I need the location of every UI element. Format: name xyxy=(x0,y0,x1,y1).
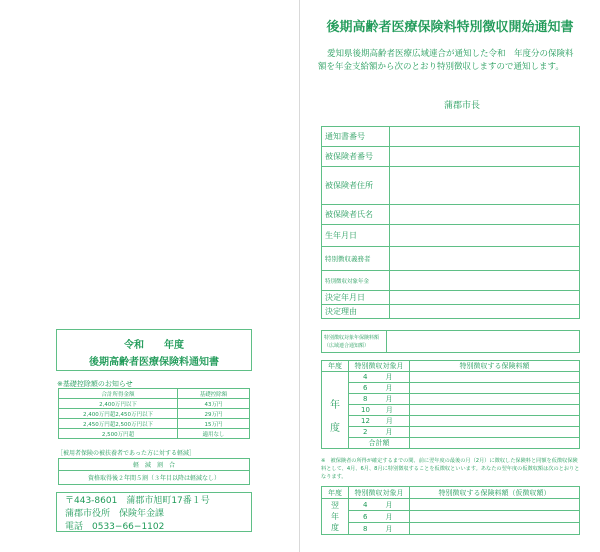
schedule-table xyxy=(321,360,580,449)
deduction-income-cell: 2,450万円超2,500万円以下 xyxy=(59,419,178,429)
schedule-total-value xyxy=(410,438,580,449)
field-value-birthdate xyxy=(390,225,580,247)
month-number: 4 xyxy=(363,500,368,509)
month-number: 4 xyxy=(363,373,368,381)
month-suffix: 月 xyxy=(385,384,393,392)
field-value-withholding-agent xyxy=(390,247,580,271)
month-suffix: 月 xyxy=(385,373,393,381)
reduction-table xyxy=(58,458,250,485)
schedule-amount-cell xyxy=(410,383,580,394)
month-number: 6 xyxy=(363,384,368,392)
notice-intro: 愛知県後期高齢者医療広域連合が通知した令和 年度分の保険料額を年金支給額から次のとおり特別徴収しますので通知します。 xyxy=(318,49,574,72)
field-label-address: 被保険者住所 xyxy=(322,167,390,205)
next-year-header-amount: 特別徴収する保険料額（仮徴収額） xyxy=(410,487,580,499)
next-year-year-cell xyxy=(322,499,349,535)
schedule-amount-cell xyxy=(410,405,580,416)
field-value-decision-reason xyxy=(390,305,580,319)
month-suffix: 月 xyxy=(385,524,393,533)
schedule-header-amount: 特別徴収する保険料額 xyxy=(410,361,580,372)
schedule-month-cell xyxy=(349,416,410,427)
address-line-phone: 電話 0533−66−1102 xyxy=(65,522,165,532)
deduction-table xyxy=(58,388,250,439)
schedule-amount-cell xyxy=(410,372,580,383)
field-value-name xyxy=(390,205,580,225)
field-label-target-pension: 特別徴収対象年金 xyxy=(322,271,390,291)
field-value-notice-number xyxy=(390,127,580,147)
month-suffix: 月 xyxy=(385,406,393,414)
deduction-header-income: 合計所得金額 xyxy=(59,389,178,399)
schedule-year-cell xyxy=(322,372,349,449)
address-line-office: 蒲郡市役所 保険年金課 xyxy=(65,509,165,519)
deduction-amount-cell: 29万円 xyxy=(178,409,250,419)
notice-title: 後期高齢者医療保険料特別徴収開始通知書 xyxy=(326,20,574,35)
deduction-amount-cell: 適用なし xyxy=(178,429,250,439)
schedule-amount-cell xyxy=(410,394,580,405)
month-number: 8 xyxy=(363,524,368,533)
reduction-header: 軽 減 割 合 xyxy=(59,459,250,471)
schedule-month-cell xyxy=(349,427,410,438)
reduction-heading: ［被用者保険の被扶養者であった方に対する軽減］ xyxy=(57,450,195,457)
next-year-char-3: 度 xyxy=(331,523,339,532)
deduction-income-cell: 2,400万円以下 xyxy=(59,399,178,409)
deduction-amount-cell: 43万円 xyxy=(178,399,250,409)
field-label-birthdate: 生年月日 xyxy=(322,225,390,247)
field-label-insured-number: 被保険者番号 xyxy=(322,147,390,167)
page-fold-line xyxy=(299,0,300,552)
schedule-header-year: 年度 xyxy=(322,361,349,372)
schedule-year-char-1: 年 xyxy=(330,400,340,411)
month-number: 6 xyxy=(363,512,368,521)
schedule-amount-cell xyxy=(410,416,580,427)
deduction-amount-cell: 15万円 xyxy=(178,419,250,429)
premium-amount-label: 特別徴収対象年保険料額（広域連合通知額） xyxy=(322,331,387,353)
field-value-address xyxy=(390,167,580,205)
mayor-name: 蒲郡市長 xyxy=(444,101,481,111)
schedule-month-cell xyxy=(349,394,410,405)
next-year-amount-cell xyxy=(410,511,580,523)
reduction-value: 資格取得後２年間５割（３年目以降は軽減なし） xyxy=(59,471,250,485)
schedule-year-char-2: 度 xyxy=(330,423,340,434)
month-suffix: 月 xyxy=(385,512,393,521)
deduction-income-cell: 2,400万円超2,450万円以下 xyxy=(59,409,178,419)
field-label-decision-reason: 決定理由 xyxy=(322,305,390,319)
month-suffix: 月 xyxy=(385,417,393,425)
next-year-table xyxy=(321,486,580,535)
month-number: 12 xyxy=(361,417,370,425)
next-year-char-1: 翌 xyxy=(331,501,339,510)
schedule-header-month: 特別徴収対象月 xyxy=(349,361,410,372)
month-suffix: 月 xyxy=(385,428,393,436)
schedule-month-cell xyxy=(349,383,410,394)
field-value-target-pension xyxy=(390,271,580,291)
next-year-month-cell xyxy=(349,499,410,511)
month-number: 2 xyxy=(363,428,368,436)
next-year-month-cell xyxy=(349,523,410,535)
field-value-insured-number xyxy=(390,147,580,167)
field-label-decision-date: 決定年月日 xyxy=(322,291,390,305)
address-line-postal: 〒443-8601 蒲郡市旭町17番１号 xyxy=(65,496,210,506)
schedule-total-label: 合計額 xyxy=(349,438,410,449)
schedule-month-cell xyxy=(349,372,410,383)
month-number: 8 xyxy=(363,395,368,403)
left-title-box xyxy=(56,329,252,371)
deduction-income-cell: 2,500万円超 xyxy=(59,429,178,439)
deduction-heading: ※基礎控除額のお知らせ xyxy=(57,380,133,388)
provisional-note: ※ 被保険者の所得が確定するまでの間、前に翌年度の最後の月（2月）に徴収した保険料と同額を仮徴収保険料として、4月、6月、8月に特別徴収することを仮徴収といいます。あなたの翌年度の仮徴収額は次のとおりとなります。 xyxy=(321,458,580,480)
left-title-line1: 令和 年度 xyxy=(124,340,184,351)
deduction-header-amount: 基礎控除額 xyxy=(178,389,250,399)
next-year-amount-cell xyxy=(410,523,580,535)
address-box xyxy=(56,492,252,532)
month-suffix: 月 xyxy=(385,500,393,509)
next-year-char-2: 年 xyxy=(331,512,339,521)
month-suffix: 月 xyxy=(385,395,393,403)
notice-info-table xyxy=(321,126,580,319)
schedule-amount-cell xyxy=(410,427,580,438)
field-label-withholding-agent: 特別徴収義務者 xyxy=(322,247,390,271)
left-title-line2: 後期高齢者医療保険料通知書 xyxy=(89,357,219,368)
field-value-decision-date xyxy=(390,291,580,305)
schedule-month-cell xyxy=(349,405,410,416)
field-label-notice-number: 通知書番号 xyxy=(322,127,390,147)
next-year-amount-cell xyxy=(410,499,580,511)
premium-amount-value xyxy=(387,331,580,353)
premium-amount-table xyxy=(321,330,580,353)
next-year-month-cell xyxy=(349,511,410,523)
month-number: 10 xyxy=(361,406,370,414)
next-year-header-year: 年度 xyxy=(322,487,349,499)
field-label-name: 被保険者氏名 xyxy=(322,205,390,225)
next-year-header-month: 特別徴収対象月 xyxy=(349,487,410,499)
